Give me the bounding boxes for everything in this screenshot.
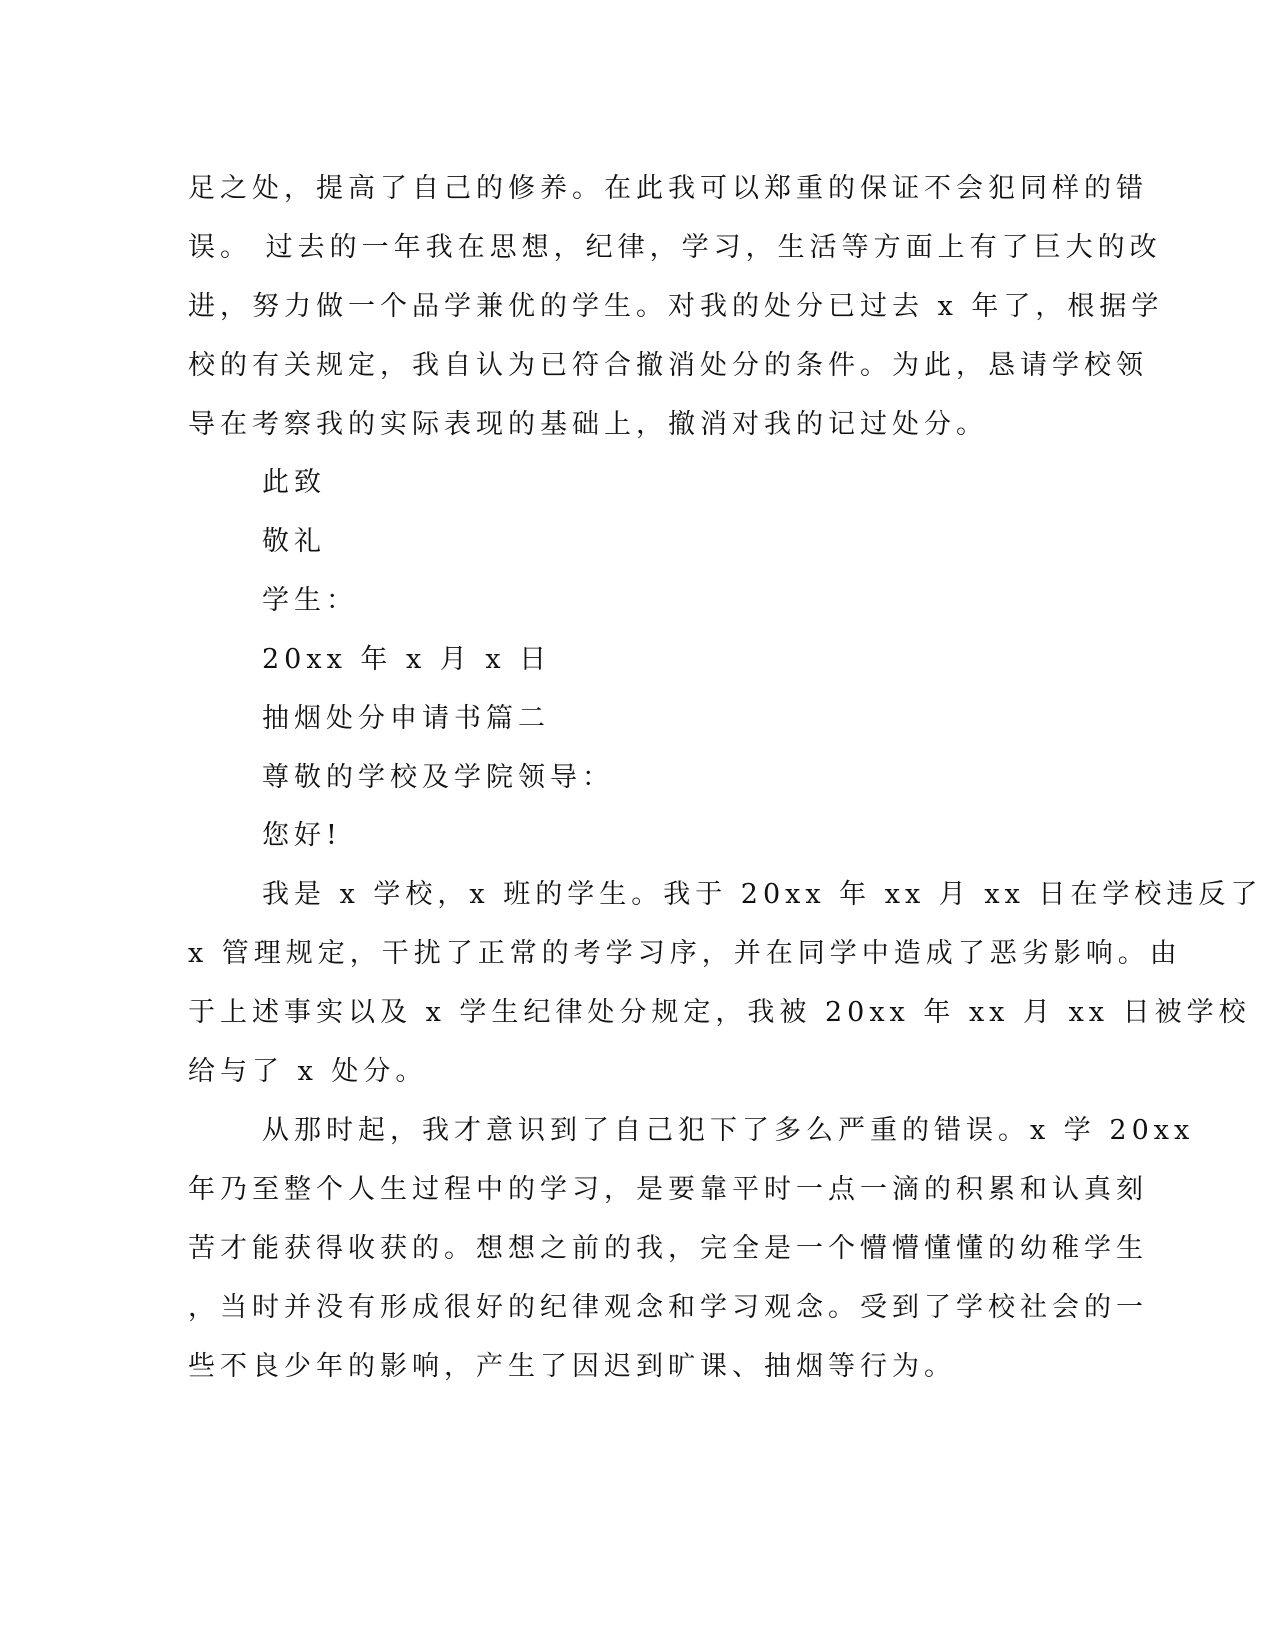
- paragraph-line: 苦才能获得收获的。想想之前的我，完全是一个懵懵懂懂的幼稚学生: [188, 1233, 1148, 1264]
- closing-regards: 敬礼: [262, 526, 326, 557]
- section-title: 抽烟处分申请书篇二: [262, 703, 550, 734]
- paragraph-line: 些不良少年的影响，产生了因迟到旷课、抽烟等行为。: [188, 1351, 956, 1382]
- paragraph-line: 进，努力做一个品学兼优的学生。对我的处分已过去 x 年了，根据学: [188, 291, 1164, 322]
- signature-date: 20xx 年 x 月 x 日: [262, 644, 552, 675]
- paragraph-line: 导在考察我的实际表现的基础上，撤消对我的记过处分。: [188, 409, 988, 440]
- paragraph-line: 足之处，提高了自己的修养。在此我可以郑重的保证不会犯同样的错: [188, 173, 1148, 204]
- paragraph-line: 误。 过去的一年我在思想，纪律，学习，生活等方面上有了巨大的改: [188, 232, 1162, 263]
- letter-hello: 您好!: [262, 820, 342, 851]
- paragraph-line: 从那时起，我才意识到了自己犯下了多么严重的错误。x 学 20xx: [262, 1115, 1195, 1146]
- paragraph-line: 校的有关规定，我自认为已符合撤消处分的条件。为此，恳请学校领: [188, 350, 1148, 381]
- paragraph-line: 年乃至整个人生过程中的学习，是要靠平时一点一滴的积累和认真刻: [188, 1174, 1148, 1205]
- paragraph-line: x 管理规定，干扰了正常的考学习序，并在同学中造成了恶劣影响。由: [188, 938, 1182, 969]
- paragraph-line: ，当时并没有形成很好的纪律观念和学习观念。受到了学校社会的一: [188, 1292, 1148, 1323]
- letter-greeting: 尊敬的学校及学院领导：: [262, 762, 614, 793]
- paragraph-line: 给与了 x 处分。: [188, 1056, 428, 1087]
- closing-salutation: 此致: [262, 467, 326, 498]
- paragraph-line: 于上述事实以及 x 学生纪律处分规定，我被 20xx 年 xx 月 xx 日被学校: [188, 997, 1251, 1028]
- paragraph-line: 我是 x 学校，x 班的学生。我于 20xx 年 xx 月 xx 日在学校违反了: [262, 879, 1263, 910]
- signature-student: 学生：: [262, 585, 358, 616]
